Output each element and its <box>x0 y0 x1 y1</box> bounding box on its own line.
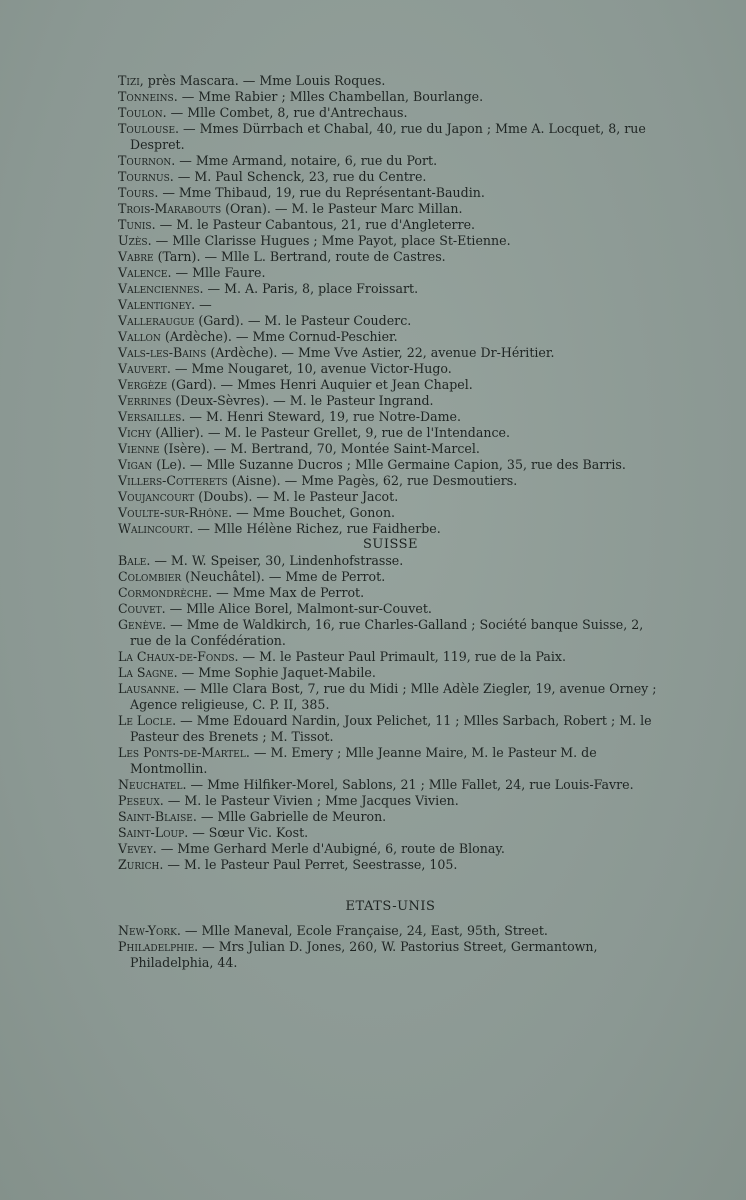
entry-text: (Oran). — M. le Pasteur Marc Millan. <box>221 201 463 216</box>
entry-text: . — Mlle Alice Borel, Malmont-sur-Couvet. <box>161 601 432 616</box>
entry-text: . — Mme Max de Perrot. <box>208 585 365 600</box>
entry-place: Tonneins <box>118 89 174 104</box>
directory-entry <box>118 825 663 841</box>
entry-text: . — Mmes Dürrbach et Chabal, 40, rue du Japon ; Mme A. Locquet, 8, rue Despret. <box>130 121 646 152</box>
entry-text: . — <box>191 297 212 312</box>
directory-entry <box>118 489 663 505</box>
entry-text: . — M. le Pasteur Vivien ; Mme Jacques Vivien. <box>159 793 459 808</box>
directory-entry <box>118 569 663 585</box>
directory-entry <box>118 377 663 393</box>
directory-entry <box>118 617 663 649</box>
entry-text: . — Mme Nougaret, 10, avenue Victor-Hugo. <box>166 361 452 376</box>
section-heading-suisse: SUISSE <box>362 537 419 552</box>
entry-text: (Gard). — Mmes Henri Auquier et Jean Chapel. <box>167 377 473 392</box>
entry-text: . — Mme Sophie Jaquet-Mabile. <box>173 665 376 680</box>
entry-text: (Allier). — M. le Pasteur Grellet, 9, rue de l'Intendance. <box>151 425 510 440</box>
entry-place: Tunis <box>118 217 152 232</box>
entry-place: Bale <box>118 553 147 568</box>
entry-place: Tournon <box>118 153 172 168</box>
entry-text: . — M. W. Speiser, 30, Lindenhofstrasse. <box>146 553 404 568</box>
directory-entry <box>118 425 663 441</box>
directory-entry <box>118 185 663 201</box>
france-list <box>118 73 663 537</box>
entry-text: . — Sœur Vic. Kost. <box>184 825 309 840</box>
directory-entry <box>118 281 663 297</box>
directory-entry <box>118 777 663 793</box>
directory-entry <box>118 105 663 121</box>
entry-place: Tizi <box>118 73 140 88</box>
entry-text: (Deux-Sèvres). — M. le Pasteur Ingrand. <box>171 393 434 408</box>
entry-place: Walincourt <box>118 521 190 536</box>
entry-text: . — M. Emery ; Mlle Jeanne Maire, M. le Pasteur M. de Montmollin. <box>130 745 597 776</box>
directory-entry <box>118 857 663 873</box>
usa-list <box>118 923 663 971</box>
directory-entry <box>118 521 663 537</box>
entry-place: Uzès <box>118 233 148 248</box>
entry-place: Vabre <box>118 249 154 264</box>
entry-place: La Chaux-de-Fonds <box>118 649 235 664</box>
entry-place: Tours <box>118 185 155 200</box>
directory-entry <box>118 665 663 681</box>
directory-entry <box>118 233 663 249</box>
entry-place: Valentigney <box>118 297 192 312</box>
entry-place: Vigan <box>118 457 153 472</box>
entry-place: Voujancourt <box>118 489 195 504</box>
entry-text: (Gard). — M. le Pasteur Couderc. <box>194 313 412 328</box>
entry-place: Tournus <box>118 169 170 184</box>
directory-entry <box>118 473 663 489</box>
directory-entry <box>118 153 663 169</box>
entry-place: Valenciennes <box>118 281 200 296</box>
entry-place: Valleraugue <box>118 313 195 328</box>
entry-place: Saint-Blaise <box>118 809 193 824</box>
entry-text: . — M. A. Paris, 8, place Froissart. <box>199 281 419 296</box>
directory-entry <box>118 793 663 809</box>
directory-entry <box>118 601 663 617</box>
entry-text: . — Mlle Gabrielle de Meuron. <box>192 809 387 824</box>
directory-entry <box>118 409 663 425</box>
directory-entry <box>118 457 663 473</box>
entry-place: Voulte-sur-Rhône <box>118 505 229 520</box>
directory-entry <box>118 217 663 233</box>
entry-place: Philadelphie <box>118 939 195 954</box>
directory-entry <box>118 297 663 313</box>
entry-text: . — Mme Edouard Nardin, Joux Pelichet, 11 ; Mlles Sarbach, Robert ; M. le Pasteur des Brenets ; M. Tissot. <box>130 713 652 744</box>
entry-place: Versailles <box>118 409 182 424</box>
entry-text: . — Mme Bouchet, Gonon. <box>228 505 396 520</box>
entry-place: Le Locle <box>118 713 173 728</box>
entry-place: Vauvert <box>118 361 167 376</box>
directory-entry <box>118 329 663 345</box>
entry-text: . — Mme Hilfiker-Morel, Sablons, 21 ; Mlle Fallet, 24, rue Louis-Favre. <box>182 777 634 792</box>
directory-page <box>118 73 663 971</box>
entry-place: Vevey <box>118 841 153 856</box>
directory-entry <box>118 361 663 377</box>
entry-text: . — Mlle Hélène Richez, rue Faidherbe. <box>189 521 441 536</box>
entry-place: Vichy <box>118 425 152 440</box>
directory-entry <box>118 681 663 713</box>
directory-entry <box>118 313 663 329</box>
directory-entry <box>118 505 663 521</box>
entry-text: . — Mlle Maneval, Ecole Française, 24, East, 95th, Street. <box>176 923 548 938</box>
entry-text: . — Mlle Faure. <box>167 265 266 280</box>
entry-place: Genève <box>118 617 163 632</box>
directory-entry <box>118 201 663 217</box>
directory-entry <box>118 809 663 825</box>
entry-place: Vallon <box>118 329 161 344</box>
entry-place: Vienne <box>118 441 160 456</box>
entry-text: , près Mascara. — Mme Louis Roques. <box>139 73 386 88</box>
entry-place: Couvet <box>118 601 162 616</box>
entry-text: (Isère). — M. Bertrand, 70, Montée Saint-Marcel. <box>159 441 480 456</box>
entry-text: . — Mme Rabier ; Mlles Chambellan, Bourlange. <box>173 89 484 104</box>
entry-place: Colombier <box>118 569 182 584</box>
directory-entry <box>118 713 663 745</box>
entry-text: (Aisne). — Mme Pagès, 62, rue Desmoutiers. <box>227 473 518 488</box>
entry-place: Saint-Loup <box>118 825 185 840</box>
entry-text: . — Mme Gerhard Merle d'Aubigné, 6, route de Blonay. <box>152 841 505 856</box>
entry-place: Villers-Cotterets <box>118 473 228 488</box>
directory-entry <box>118 265 663 281</box>
entry-text: (Ardèche). — Mme Cornud-Peschier. <box>160 329 398 344</box>
entry-place: Les Ponts-de-Martel <box>118 745 246 760</box>
entry-place: Cormondrèche <box>118 585 209 600</box>
suisse-list <box>118 553 663 873</box>
directory-entry <box>118 393 663 409</box>
directory-entry <box>118 169 663 185</box>
directory-entry <box>118 745 663 777</box>
directory-entry <box>118 923 663 939</box>
entry-text: . — M. le Pasteur Paul Primault, 119, rue de la Paix. <box>234 649 567 664</box>
entry-place: Toulouse <box>118 121 176 136</box>
section-heading-etats-unis: ETATS-UNIS <box>345 899 436 914</box>
directory-entry <box>118 939 663 971</box>
entry-text: . — Mlle Combet, 8, rue d'Antrechaus. <box>162 105 408 120</box>
entry-text: (Le). — Mlle Suzanne Ducros ; Mlle Germaine Capion, 35, rue des Barris. <box>152 457 626 472</box>
entry-place: New-York <box>118 923 177 938</box>
directory-entry <box>118 249 663 265</box>
entry-text: . — Mlle Clara Bost, 7, rue du Midi ; Mlle Adèle Ziegler, 19, avenue Orney ; Agence religieuse, C. P. II, 385. <box>130 681 657 712</box>
entry-text: . — M. Paul Schenck, 23, rue du Centre. <box>169 169 427 184</box>
entry-text: . — M. Henri Steward, 19, rue Notre-Dame. <box>181 409 461 424</box>
entry-place: Toulon <box>118 105 163 120</box>
entry-place: Lausanne <box>118 681 176 696</box>
entry-place: Trois-Marabouts <box>118 201 222 216</box>
entry-place: Vergèze <box>118 377 168 392</box>
entry-place: Neuchatel <box>118 777 183 792</box>
directory-entry <box>118 841 663 857</box>
directory-entry <box>118 585 663 601</box>
entry-text: (Tarn). — Mlle L. Bertrand, route de Castres. <box>153 249 446 264</box>
directory-entry <box>118 441 663 457</box>
entry-place: Verrines <box>118 393 172 408</box>
entry-text: . — Mme Armand, notaire, 6, rue du Port. <box>171 153 438 168</box>
entry-place: La Sagne <box>118 665 174 680</box>
entry-text: . — Mme de Waldkirch, 16, rue Charles-Galland ; Société banque Suisse, 2, rue de la Confédération. <box>130 617 644 648</box>
directory-entry <box>118 89 663 105</box>
entry-text: . — M. le Pasteur Paul Perret, Seestrasse, 105. <box>159 857 458 872</box>
entry-text: . — Mme Thibaud, 19, rue du Représentant-Baudin. <box>154 185 485 200</box>
entry-place: Zurich <box>118 857 160 872</box>
entry-place: Vals-les-Bains <box>118 345 207 360</box>
entry-text: (Doubs). — M. le Pasteur Jacot. <box>194 489 399 504</box>
directory-entry <box>118 649 663 665</box>
directory-entry <box>118 73 663 89</box>
directory-entry <box>118 121 663 153</box>
entry-place: Peseux <box>118 793 160 808</box>
entry-text: (Ardèche). — Mme Vve Astier, 22, avenue Dr-Héritier. <box>206 345 555 360</box>
entry-place: Valence <box>118 265 168 280</box>
entry-text: . — M. le Pasteur Cabantous, 21, rue d'Angleterre. <box>151 217 476 232</box>
entry-text: . — Mlle Clarisse Hugues ; Mme Payot, place St-Etienne. <box>147 233 511 248</box>
directory-entry <box>118 553 663 569</box>
entry-text: . — Mrs Julian D. Jones, 260, W. Pastorius Street, Germantown, Philadelphia, 44. <box>130 939 598 970</box>
directory-entry <box>118 345 663 361</box>
entry-text: (Neuchâtel). — Mme de Perrot. <box>181 569 386 584</box>
